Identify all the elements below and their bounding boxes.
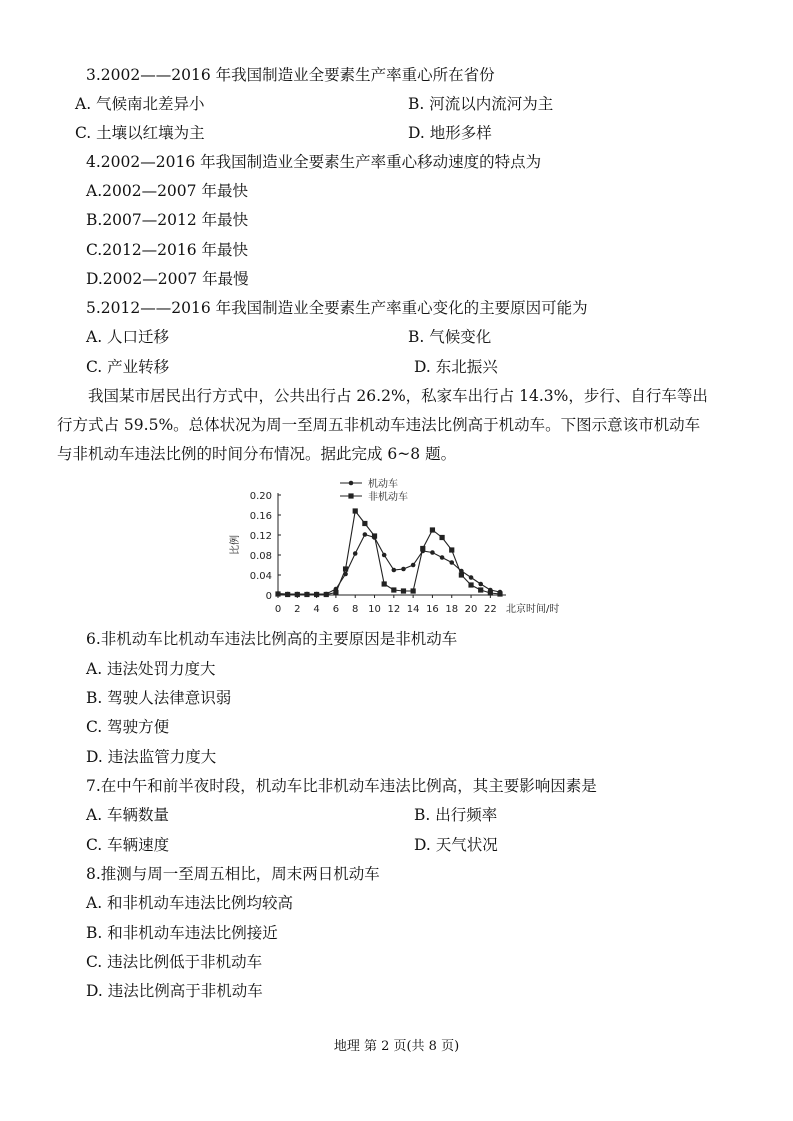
- data-point-nonmotor: [391, 587, 396, 592]
- data-point-nonmotor: [333, 590, 338, 595]
- data-point-nonmotor: [362, 521, 367, 526]
- question-5-option-c: C. 产业转移: [86, 358, 170, 376]
- question-6-option-d: D. 违法监管力度大: [86, 748, 217, 766]
- question-4-option-b: B.2007—2012 年最快: [86, 211, 249, 229]
- data-point-motor: [392, 568, 397, 573]
- y-tick-label: 0.16: [249, 511, 272, 522]
- data-point-nonmotor: [343, 566, 348, 571]
- x-tick-label: 20: [464, 604, 478, 615]
- x-tick-label: 12: [387, 604, 401, 615]
- data-point-nonmotor: [372, 533, 377, 538]
- data-point-nonmotor: [449, 547, 454, 552]
- question-4-option-a: A.2002—2007 年最快: [86, 182, 248, 200]
- question-7-option-d: D. 天气状况: [414, 836, 498, 854]
- question-4-option-c: C.2012—2016 年最快: [86, 241, 249, 259]
- data-point-nonmotor: [459, 572, 464, 577]
- question-3-option-c: C. 土壤以红壤为主: [75, 124, 205, 142]
- question-5-option-d: D. 东北振兴: [414, 358, 498, 376]
- data-point-motor: [430, 550, 435, 555]
- x-tick-label: 10: [368, 604, 381, 615]
- y-tick-label: 0.20: [249, 491, 272, 502]
- question-6-stem: 6.非机动车比机动车违法比例高的主要原因是非机动车: [86, 630, 458, 648]
- question-6-option-a: A. 违法处罚力度大: [86, 660, 216, 678]
- question-8-option-d: D. 违法比例高于非机动车: [86, 982, 263, 1000]
- x-tick-label: 0: [274, 604, 282, 615]
- data-point-nonmotor: [304, 592, 309, 597]
- x-tick-label: 4: [313, 604, 320, 615]
- data-point-nonmotor: [285, 592, 290, 597]
- question-8-option-a: A. 和非机动车违法比例均较高: [86, 894, 294, 912]
- data-point-motor: [382, 553, 387, 558]
- data-point-motor: [449, 560, 454, 565]
- data-point-motor: [401, 567, 406, 572]
- question-8-option-b: B. 和非机动车违法比例接近: [86, 924, 278, 942]
- data-point-motor: [363, 532, 368, 537]
- data-point-motor: [353, 551, 358, 556]
- x-tick-label: 22: [483, 604, 497, 615]
- passage-line-3: 与非机动车违法比例的时间分布情况。据此完成 6~8 题。: [57, 445, 457, 463]
- question-5-option-b: B. 气候变化: [408, 328, 492, 346]
- data-point-motor: [478, 582, 483, 587]
- y-tick-label: 0: [265, 591, 272, 602]
- data-point-nonmotor: [401, 588, 406, 593]
- x-tick-label: 6: [332, 604, 340, 615]
- question-3-option-b: B. 河流以内流河为主: [408, 95, 554, 113]
- data-point-nonmotor: [430, 527, 435, 532]
- data-point-nonmotor: [353, 508, 358, 513]
- question-6-option-b: B. 驾驶人法律意识弱: [86, 689, 232, 707]
- question-5-option-a: A. 人口迁移: [86, 328, 170, 346]
- legend-marker: [349, 481, 354, 486]
- y-tick-label: 0.12: [249, 531, 272, 542]
- legend-label: 机动车: [368, 479, 398, 490]
- question-7-option-c: C. 车辆速度: [86, 836, 170, 854]
- data-point-nonmotor: [478, 587, 483, 592]
- y-tick-label: 0.08: [249, 551, 272, 562]
- y-tick-label: 0.04: [249, 571, 272, 582]
- data-point-nonmotor: [488, 590, 493, 595]
- x-axis-label: 北京时间/时: [506, 604, 560, 615]
- x-tick-label: 8: [352, 604, 359, 615]
- question-7-stem: 7.在中午和前半夜时段，机动车比非机动车违法比例高，其主要影响因素是: [86, 777, 597, 795]
- question-5-stem: 5.2012——2016 年我国制造业全要素生产率重心变化的主要原因可能为: [86, 299, 588, 317]
- data-point-nonmotor: [439, 535, 444, 540]
- data-point-motor: [440, 555, 445, 560]
- page-footer: 地理 第 2 页(共 8 页): [333, 1039, 460, 1054]
- data-point-nonmotor: [275, 591, 280, 596]
- data-point-nonmotor: [420, 546, 425, 551]
- passage: [57, 382, 747, 469]
- passage-line-2: 行方式占 59.5%。总体状况为周一至周五非机动车违法比例高于机动车。下图示意该市机动车: [57, 416, 701, 434]
- question-8-option-c: C. 违法比例低于非机动车: [86, 953, 263, 971]
- legend-marker: [348, 493, 353, 498]
- data-point-nonmotor: [382, 581, 387, 586]
- question-4-option-d: D.2002—2007 年最慢: [86, 270, 249, 288]
- question-4-stem: 4.2002—2016 年我国制造业全要素生产率重心移动速度的特点为: [86, 153, 542, 171]
- data-point-nonmotor: [324, 592, 329, 597]
- x-tick-label: 18: [445, 604, 459, 615]
- y-axis-label: 比例: [230, 535, 241, 555]
- question-7-option-b: B. 出行频率: [414, 806, 498, 824]
- question-3-option-d: D. 地形多样: [408, 124, 492, 142]
- x-tick-label: 14: [406, 604, 420, 615]
- question-3-option-a: A. 气候南北差异小: [75, 95, 205, 113]
- legend-label: 非机动车: [368, 492, 408, 503]
- question-8-stem: 8.推测与周一至周五相比，周末两日机动车: [86, 865, 380, 883]
- data-point-motor: [411, 563, 416, 568]
- data-point-nonmotor: [497, 591, 502, 596]
- data-point-nonmotor: [314, 592, 319, 597]
- data-point-nonmotor: [295, 592, 300, 597]
- data-point-nonmotor: [468, 582, 473, 587]
- question-6-option-c: C. 驾驶方便: [86, 718, 170, 736]
- question-3-stem: 3.2002——2016 年我国制造业全要素生产率重心所在省份: [86, 66, 495, 84]
- data-point-nonmotor: [411, 588, 416, 593]
- violation-ratio-chart: [222, 470, 560, 622]
- data-point-motor: [469, 575, 474, 580]
- passage-line-1: 我国某市居民出行方式中，公共出行占 26.2%，私家车出行占 14.3%，步行、自行车等出: [88, 387, 708, 405]
- question-7-option-a: A. 车辆数量: [86, 806, 170, 824]
- x-tick-label: 16: [426, 604, 439, 615]
- x-tick-label: 2: [294, 604, 301, 615]
